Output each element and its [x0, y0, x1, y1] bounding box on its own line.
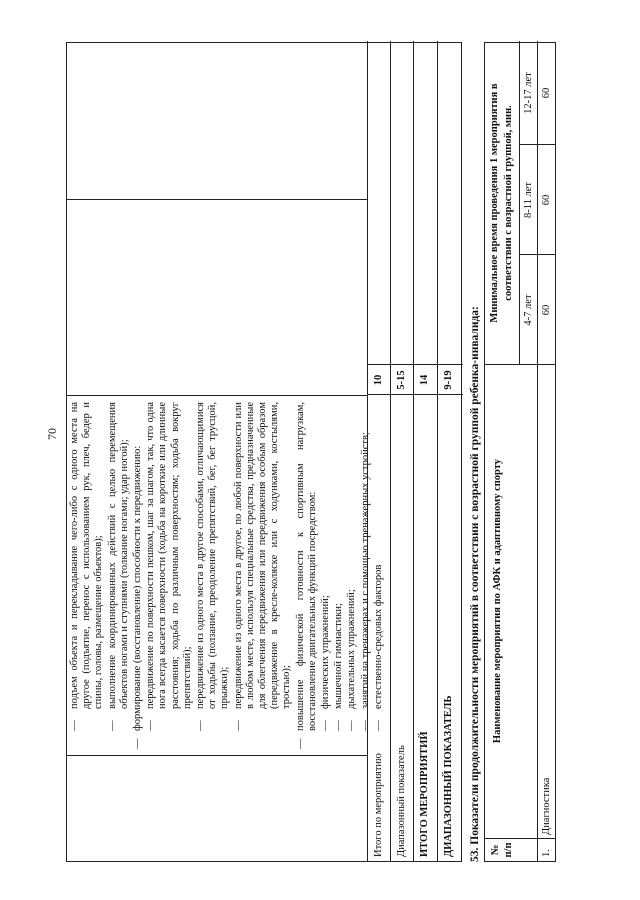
dash-bullet: — — [145, 720, 157, 731]
list-item-text: передвижение из одного места в другое способами, отличающимися от ходьбы (ползание, преодоление препятствий, бег, бег трусцой, прыжки); — [195, 402, 231, 709]
dash-bullet: — — [294, 738, 306, 749]
row-name: Диагностика — [541, 777, 552, 835]
dash-bullet: — — [372, 720, 384, 731]
dash-bullet: — — [195, 720, 207, 731]
list-item-text: занятий на тренажерах и с помощью тренажерных устройств; — [359, 432, 371, 709]
list-item-text: передвижение по поверхности пешком, шаг за шагом, так, что одна нога всегда касается поверхности (ходьба на короткие или длинные расстояния; ходьба по различным поверхностям; ходьба вокруг препятствий); — [145, 402, 193, 709]
summary-row — [390, 41, 413, 861]
list-item-text: подъем объекта и перекладывание чего-либо с одного места на другое (подъятие, перенос с использованием рук, плеч, бедер и спины, головы, размещение объектов); — [69, 402, 105, 709]
row-value: 60 — [541, 194, 552, 206]
summary-value: 14 — [419, 374, 430, 386]
summary-row — [437, 41, 462, 861]
list-item — [69, 402, 106, 749]
list-item — [233, 402, 294, 749]
list-item-text: формирование (восстановление) способности к передвижению: — [132, 445, 144, 731]
row-value: 60 — [541, 304, 552, 316]
summary-value: 5-15 — [396, 370, 407, 390]
summary-label: ИТОГО МЕРОПРИЯТИЙ — [419, 731, 430, 857]
summary-value: 10 — [373, 374, 384, 386]
list-item-text: выполнение координированных действий с целью перемещения объектов ногами и ступнями (толкание ногами; удар ногой); — [106, 402, 130, 709]
dash-bullet: — — [320, 720, 332, 731]
list-item-text: передвижение из одного места в другое, по любой поверхности или в любом месте, используя специальные средства, предназначенные для облегчения передвижения или передвижения особым образом (передвижение в кресле-коляске или с ходунками, костылями, тростью); — [232, 402, 293, 709]
table-col-1 — [67, 755, 367, 861]
summary-label: ДИАПАЗОННЫЙ ПОКАЗАТЕЛЬ — [443, 695, 454, 857]
table-col-4 — [67, 41, 367, 199]
age-header: 8-11 лет — [523, 182, 534, 218]
dash-bullet: — — [346, 720, 358, 731]
list-item-text: физических упражнений; — [320, 595, 332, 709]
list-item-text: естественно-средовых факторов — [372, 564, 384, 709]
summary-row — [413, 41, 437, 861]
dash-bullet: — — [232, 720, 244, 731]
dash-bullet: — — [333, 720, 345, 731]
page-number: 70 — [45, 428, 59, 440]
rotated-content — [66, 42, 556, 862]
duration-table — [484, 42, 556, 862]
list-item — [346, 402, 358, 749]
section-heading: 53. Показатели продолжительности мероприятий в соответствии с возрастной группой ребенка-инвалида: — [469, 306, 481, 862]
summary-row — [367, 41, 390, 861]
age-header: 4-7 лет — [523, 294, 534, 326]
header-name: Наименование мероприятия по АФК и адаптивному спорту — [492, 458, 503, 744]
list-item — [295, 402, 319, 749]
activities-table — [66, 42, 462, 862]
dash-bullet: — — [106, 720, 118, 731]
table-col-3 — [67, 199, 367, 395]
list-item — [195, 402, 232, 749]
list-item — [320, 402, 332, 749]
header-time: Минимальное время проведения 1 мероприятия в соответствии с возрастной группой, мин. — [489, 83, 514, 323]
list-item — [107, 402, 131, 749]
list-item-text: мышечной гимнастики; — [333, 603, 345, 709]
dash-bullet: — — [69, 720, 80, 731]
age-header: 12-17 лет — [523, 72, 534, 114]
list-item — [333, 402, 345, 749]
dash-bullet: — — [132, 738, 144, 749]
row-value: 60 — [541, 87, 552, 99]
divider — [519, 41, 520, 365]
activities-list-cell — [67, 395, 384, 755]
header-num: № п/п — [490, 842, 514, 858]
list-item — [132, 402, 144, 749]
row-num: 1. — [541, 849, 552, 857]
list-item-text: дыхательных упражнений; — [346, 589, 358, 709]
summary-value: 9-19 — [443, 370, 454, 390]
list-item-text: повышение физической готовности к спортивным нагрузкам, восстановление двигательных функций посредством: — [294, 402, 318, 731]
summary-label: Диапазонный показатель — [396, 745, 407, 857]
dash-bullet: — — [359, 720, 371, 731]
list-item — [145, 402, 194, 749]
summary-label: Итого по мероприятию — [373, 753, 384, 857]
